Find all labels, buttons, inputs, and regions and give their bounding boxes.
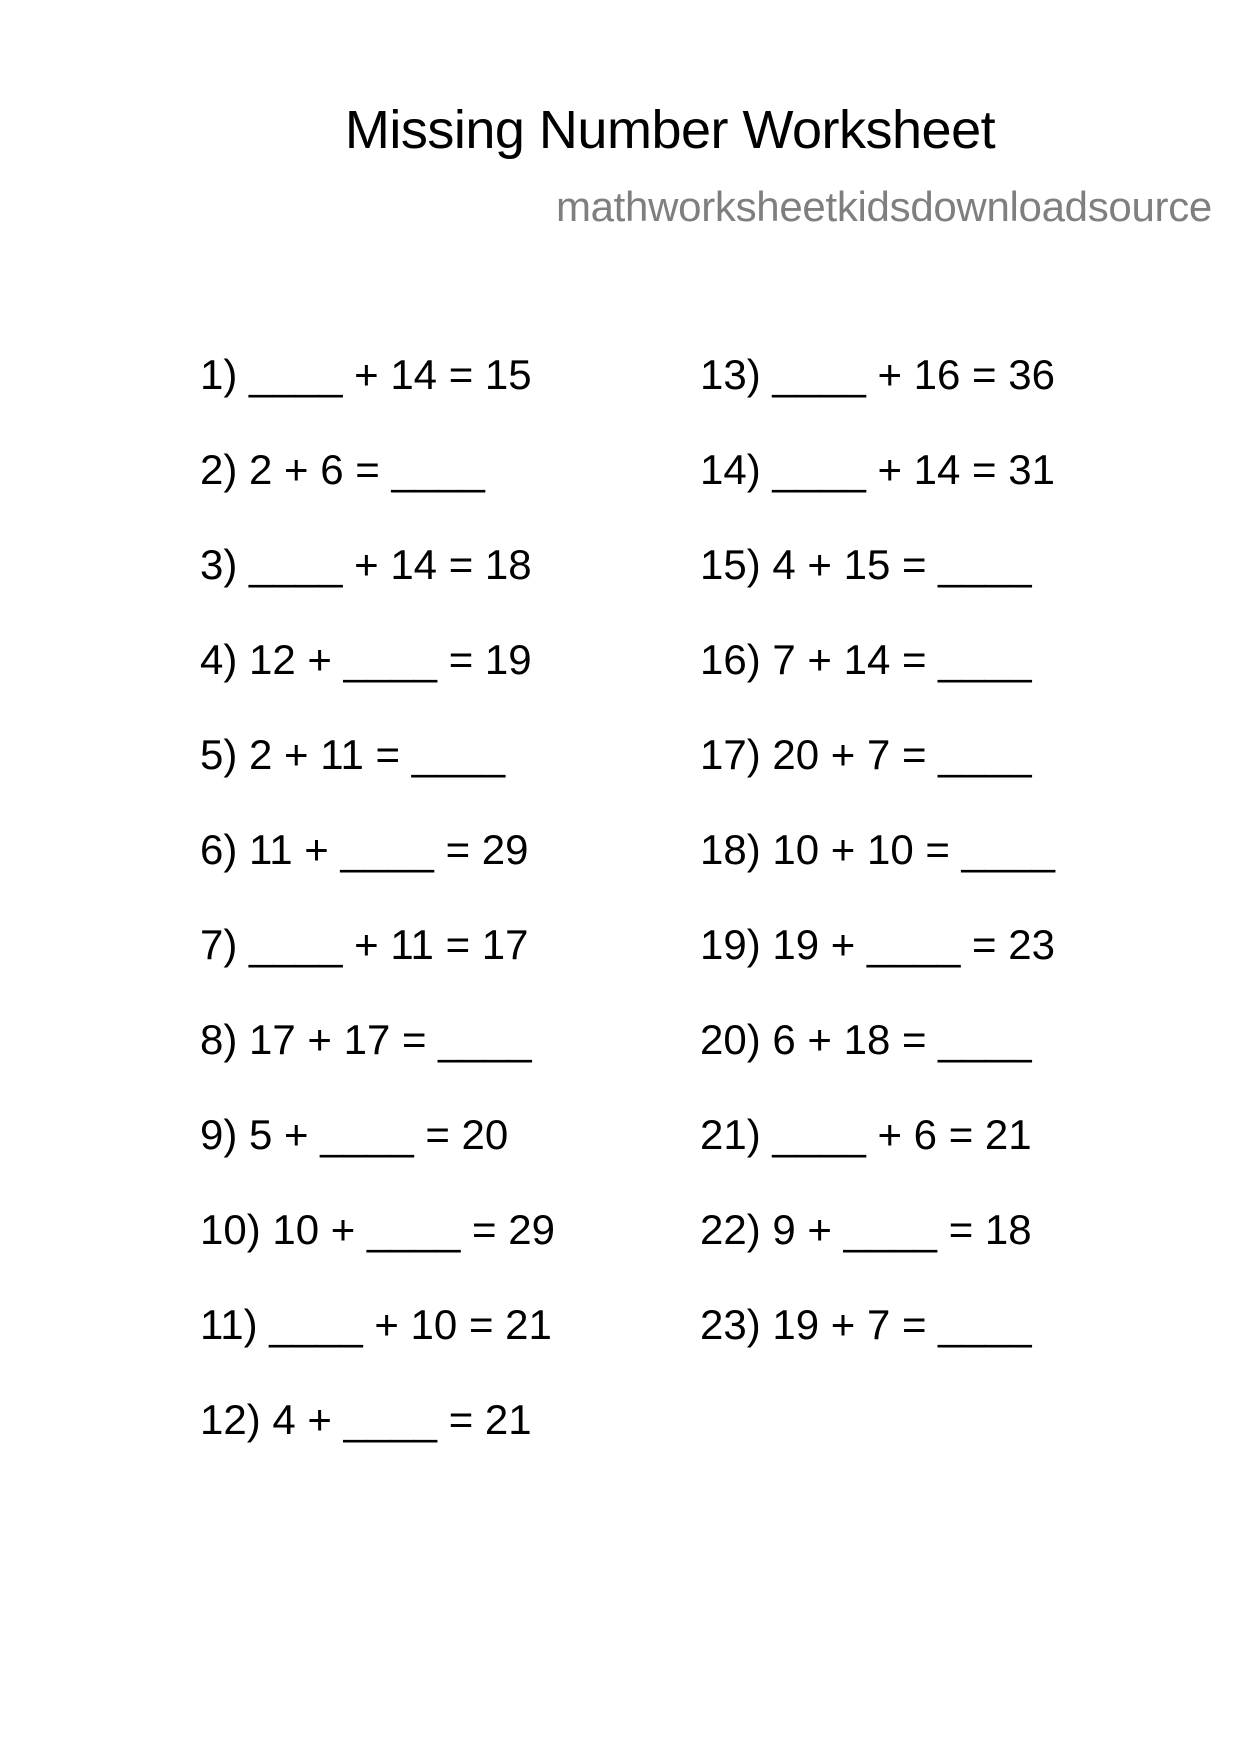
problem-1: 1) ____ + 14 = 15	[200, 351, 532, 398]
problem-5: 5) 2 + 11 = ____	[200, 731, 506, 778]
problem-8: 8) 17 + 17 = ____	[200, 1016, 532, 1063]
problem-11: 11) ____ + 10 = 21	[200, 1301, 552, 1348]
problem-17: 17) 20 + 7 = ____	[700, 731, 1032, 778]
problem-23: 23) 19 + 7 = ____	[700, 1301, 1032, 1348]
problem-20: 20) 6 + 18 = ____	[700, 1016, 1032, 1063]
problem-3: 3) ____ + 14 = 18	[200, 541, 532, 588]
problem-18: 18) 10 + 10 = ____	[700, 826, 1055, 873]
problem-4: 4) 12 + ____ = 19	[200, 636, 532, 683]
worksheet-title: Missing Number Worksheet	[344, 100, 996, 160]
problem-14: 14) ____ + 14 = 31	[700, 446, 1055, 493]
problem-7: 7) ____ + 11 = 17	[200, 921, 529, 968]
problem-13: 13) ____ + 16 = 36	[700, 351, 1055, 398]
problem-2: 2) 2 + 6 = ____	[200, 446, 485, 493]
problem-21: 21) ____ + 6 = 21	[700, 1111, 1032, 1158]
problem-19: 19) 19 + ____ = 23	[700, 921, 1055, 968]
problem-10: 10) 10 + ____ = 29	[200, 1206, 555, 1253]
problem-9: 9) 5 + ____ = 20	[200, 1111, 509, 1158]
problem-6: 6) 11 + ____ = 29	[200, 826, 529, 873]
problem-16: 16) 7 + 14 = ____	[700, 636, 1032, 683]
problem-12: 12) 4 + ____ = 21	[200, 1396, 532, 1443]
problem-15: 15) 4 + 15 = ____	[700, 541, 1032, 588]
problem-22: 22) 9 + ____ = 18	[700, 1206, 1032, 1253]
worksheet-source: mathworksheetkidsdownloadsource	[555, 183, 1212, 230]
